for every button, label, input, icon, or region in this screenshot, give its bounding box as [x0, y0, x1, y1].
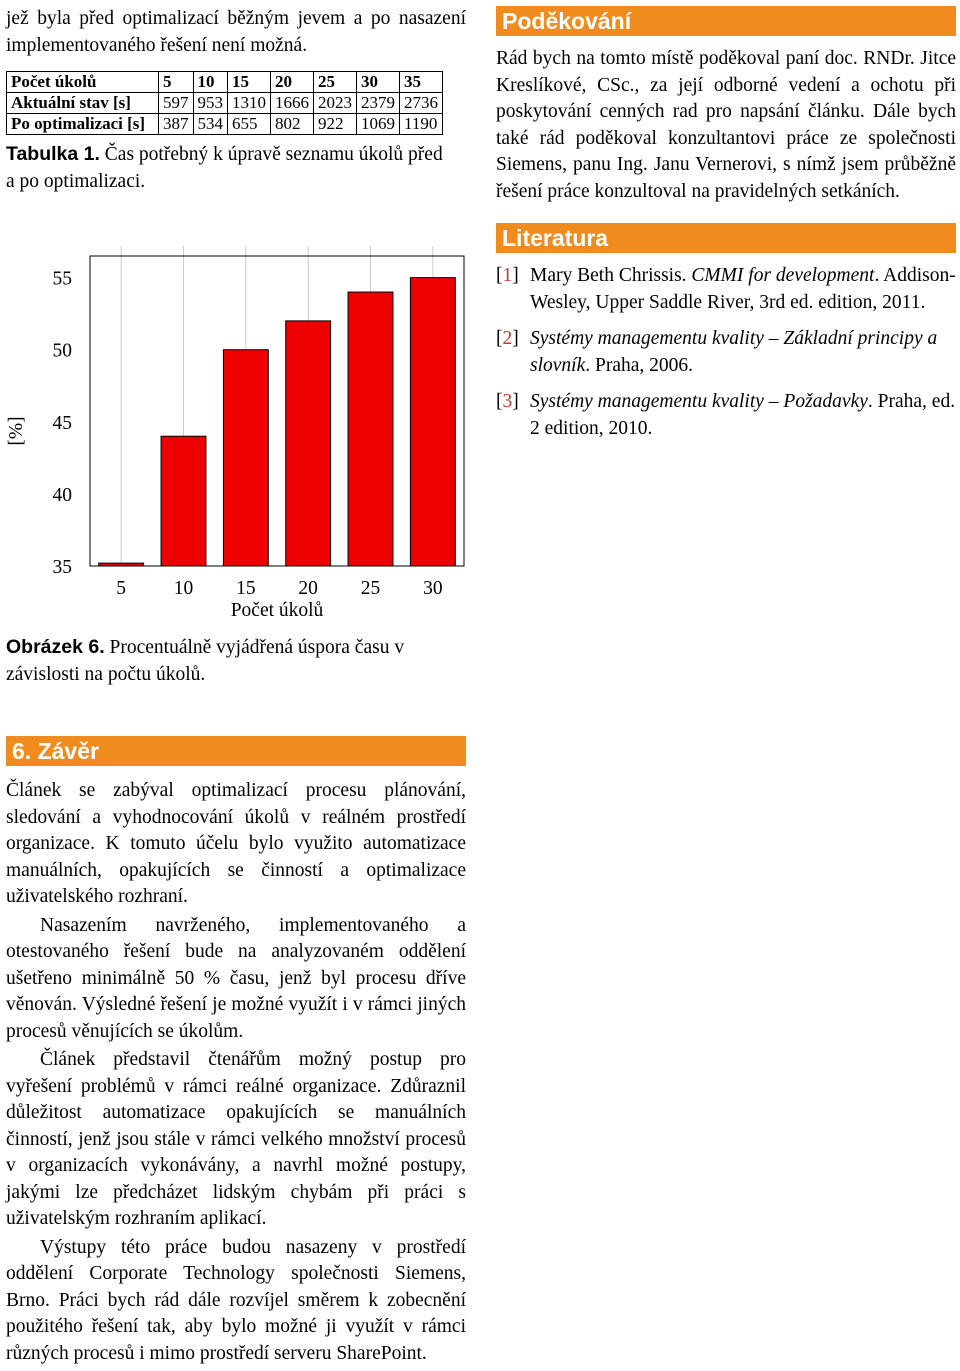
x-tick-label: 30 — [423, 578, 443, 599]
chart-bar — [410, 278, 455, 566]
reference-title: Systémy managementu kvality – Základní principy a slovník — [530, 328, 938, 376]
reference-details: . Addison-Wesley, Upper Saddle River, 3rd ed. edition, 2011. — [530, 265, 956, 313]
chart-bar — [223, 350, 268, 566]
reference-item — [496, 326, 956, 379]
figure-caption — [6, 634, 456, 688]
reference-body — [530, 326, 956, 379]
x-tick-label: 5 — [116, 578, 127, 599]
conclusion-paragraph: Článek se zabýval optimalizací procesu plánování, sledování a vyhodnocování úkolů v reálném prostředí organizace. K tomuto účelu bylo využito automatizace manuálních, opakujících se činností a optimalizace uživatelského rozhraní. — [6, 780, 466, 907]
reference-item — [496, 389, 956, 442]
x-tick-label: 15 — [236, 578, 256, 599]
table-cell: 597 — [159, 93, 194, 114]
table-row — [7, 72, 443, 93]
y-axis-label: [%] — [6, 416, 27, 446]
intro-paragraph: jež byla před optimalizací běžným jevem a po nasazení implementovaného řešení není možná. — [6, 8, 466, 56]
table-cell: 20 — [271, 72, 314, 93]
table-cell: 534 — [193, 114, 228, 135]
table-cell: 387 — [159, 114, 194, 135]
conclusion-heading: 6. Závěr — [6, 736, 466, 766]
x-tick-label: 10 — [173, 578, 194, 599]
table-cell: 5 — [159, 72, 194, 93]
reference-title: CMMI for development — [691, 265, 875, 286]
reference-number: [1] — [496, 265, 519, 286]
table-cell: 2023 — [314, 93, 357, 114]
conclusion-paragraph: Výstupy této práce budou nasazeny v prostředí oddělení Corporate Technology společnosti Siemens, Brno. Práci bych rád dále rozvíjel směrem k zobecnění použitého řešení tak, aby bylo možné ji využít v rámci různých procesů i mimo prostředí serveru SharePoint. — [6, 1236, 466, 1364]
y-tick-label: 50 — [52, 340, 72, 362]
left-column — [6, 6, 466, 195]
table-cell: 25 — [314, 72, 357, 93]
chart-frame — [90, 256, 464, 566]
table-cell: 655 — [228, 114, 271, 135]
reference-author: Mary Beth Chrissis. — [530, 265, 692, 286]
table-cell: 10 — [193, 72, 228, 93]
reference-list — [496, 263, 956, 442]
reference-details: . Praha, 2006. — [585, 354, 694, 376]
table-cell: 1666 — [271, 93, 314, 114]
table-cell: 2379 — [357, 93, 400, 114]
thanks-heading: Poděkování — [496, 6, 956, 36]
data-table-wrap — [6, 71, 466, 135]
chart-bar — [348, 292, 393, 566]
reference-item — [496, 263, 956, 316]
reference-body — [530, 389, 956, 442]
reference-title: Systémy managementu kvality – Požadavky — [530, 391, 868, 412]
y-tick-label: 45 — [52, 412, 72, 434]
table-cell: 30 — [357, 72, 400, 93]
reference-number-value: 3 — [502, 391, 513, 412]
literature-heading: Literatura — [496, 223, 956, 253]
table-caption-label: Tabulka 1. — [6, 143, 100, 165]
table-caption — [6, 141, 446, 195]
figure-caption-text: Procentuálně vyjádřená úspora času v závislosti na počtu úkolů. — [6, 637, 405, 685]
table-cell: 1190 — [400, 114, 443, 135]
table-cell: 1069 — [357, 114, 400, 135]
data-table — [6, 71, 443, 135]
table-cell: Počet úkolů — [7, 72, 159, 93]
x-tick-label: 20 — [298, 578, 318, 599]
table-cell: 953 — [193, 93, 228, 114]
chart-bar — [161, 436, 206, 566]
chart-bar — [286, 321, 331, 566]
conclusion-paragraph: Článek představil čtenářům možný postup pro vyřešení problémů v rámci reálné organizace. Zdůraznil důležitost automatizace opakujících se manuálních činností, jenž jsou stále v rámci velkého množství procesů v organizacích vykonávány, a navrhl možné postupy, jakými lze předcházet lidským chybám při práci s uživatelským rozhraním aplikací. — [6, 1049, 466, 1229]
table-cell: 802 — [271, 114, 314, 135]
table-cell: 1310 — [228, 93, 271, 114]
y-tick-labels — [53, 269, 73, 578]
table-row — [7, 93, 443, 114]
x-tick-label: 25 — [360, 578, 381, 599]
reference-details: . Praha, ed. 2 edition, 2010. — [530, 391, 956, 439]
reference-number-value: 2 — [502, 328, 513, 349]
table-cell: 922 — [314, 114, 357, 135]
table-cell: 15 — [228, 72, 271, 93]
y-tick-label: 55 — [52, 268, 72, 290]
y-tick-label: 40 — [52, 484, 72, 506]
bar-chart — [0, 236, 480, 636]
figure-caption-wrap — [6, 634, 456, 688]
table-row — [7, 114, 443, 135]
reference-body — [530, 263, 956, 316]
table-cell: Aktuální stav [s] — [7, 93, 159, 114]
figure-chart — [0, 236, 480, 636]
table-caption-text: Čas potřebný k úpravě seznamu úkolů před a po optimalizaci. — [6, 144, 443, 192]
x-tick-labels — [116, 578, 442, 599]
table-cell: 2736 — [400, 93, 443, 114]
right-column — [496, 6, 956, 452]
table-cell: Po optimalizaci [s] — [7, 114, 159, 135]
reference-number-value: 1 — [502, 265, 513, 286]
conclusion-paragraph: Nasazením navrženého, implementovaného a otestovaného řešení bude na analyzovaném oddělení ušetřeno minimálně 50 % času, jenž byl procesu dříve věnován. Výsledné řešení je možné využít i v rámci jiných procesů věnujících se úkolům. — [6, 914, 466, 1042]
chart-bars — [99, 278, 456, 566]
x-axis-label: Počet úkolů — [230, 600, 324, 621]
y-tick-label: 35 — [52, 557, 72, 578]
reference-number: [2] — [496, 328, 519, 349]
thanks-paragraph: Rád bych na tomto místě poděkoval paní doc. RNDr. Jitce Kreslíkové, CSc., za její odborné vedení a ochotu při poskytování cenných rad pro napsání článku. Dále bych také rád poděkoval konzultantovi práce ze společnosti Siemens, panu Ing. Janu Vernerovi, s nímž jsem průběžně řešení práce konzultoval na pravidelných setkáních. — [496, 48, 956, 202]
reference-number: [3] — [496, 391, 519, 412]
table-cell: 35 — [400, 72, 443, 93]
figure-caption-label: Obrázek 6. — [6, 636, 105, 658]
conclusion-section — [6, 736, 466, 1367]
